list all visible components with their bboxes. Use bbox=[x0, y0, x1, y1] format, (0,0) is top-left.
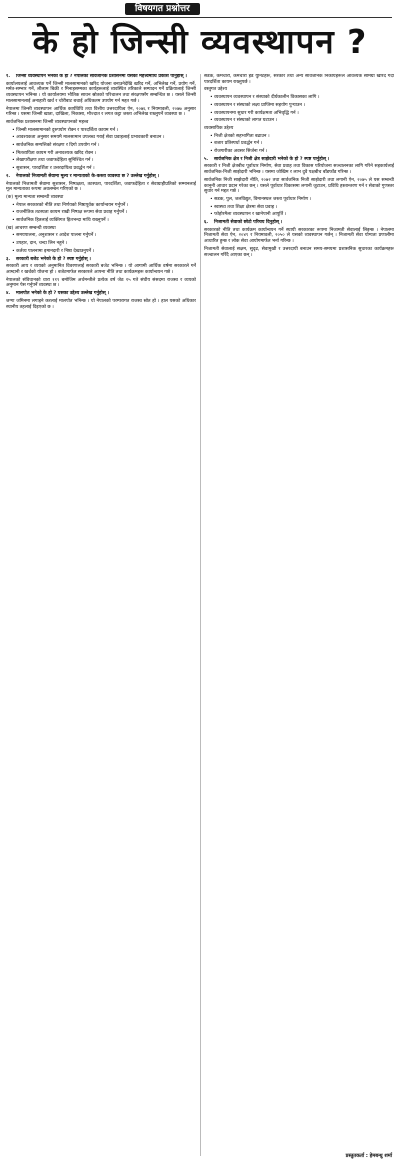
paragraph: (क) मूल्य मान्यता सम्बन्धी व्यवस्था bbox=[6, 194, 64, 200]
author-credit: प्रस्तुतकर्ता : हेमबन्धु शर्मा bbox=[345, 1153, 392, 1159]
paragraph: सार्वजनिक निजी साझेदारी नीति, २०७२ तथा सार्वजनिक निजी साझेदारी तथा लगानी ऐन, २०७५ ले यस सम्बन्धी कानूनी आधार प्रदान गरेका छन् । यसले पूर्वाधार विकासमा लगानी जुटाउन, प्रविधि हस्तान्तरण गर्न र सेवाको गुणस्तर सुधार गर्न मद्दत गर्छ । bbox=[204, 177, 394, 195]
question-heading bbox=[6, 291, 196, 297]
paragraph: सरकारी र निजी क्षेत्रबीच पूर्वाधार निर्माण, सेवा प्रवाह तथा विकास परियोजना सञ्चालनका लागि गरिने सहकार्यलाई सार्वजनिक-निजी साझेदारी भनिन्छ । यसमा जोखिम र लाभ दुवै पक्षबीच बाँडफाँड गरिन्छ । bbox=[204, 164, 394, 176]
bullet-item: • रोजगारीका अवसर सिर्जना गर्न । bbox=[210, 149, 268, 155]
paragraph: (ख) आचरण सम्बन्धी व्यवस्था bbox=[6, 225, 56, 231]
question-text: सरकारी बजेट भनेको के हो ? स्पष्ट गर्नुहोस् । bbox=[16, 256, 91, 262]
question-text: मालपोत भनेको के हो ? यसका उद्देश्य उल्लेख गर्नुहोस् । bbox=[16, 291, 110, 297]
question-text: सार्वजनिक क्षेत्र र निजी क्षेत्र साझेदारी भनेको के हो ? स्पष्ट पार्नुहोस् । bbox=[214, 156, 330, 162]
bullet-item: • उपहार, दान, चन्दा लिन नहुने । bbox=[12, 241, 68, 247]
question-number: ३. bbox=[6, 256, 11, 262]
bullet-item: • व्यवस्थापन र संस्थाको लक्ष्य प्राप्तिमा सहयोग पुर्‍याउन । bbox=[210, 102, 306, 108]
bullet-item: • व्यवस्थापन र संस्थाको लागत घटाउन । bbox=[210, 118, 278, 124]
paragraph: सरकारको नीति तथा कार्यक्रम कार्यान्वयन गर्ने स्थायी सरकारका रूपमा निजामती सेवालाई लिइन्छ । नेपालमा निजामती सेवा ऐन, २०४९ र नियमावली, २०५० ले यसको व्यवस्थापन गर्छन् । निजामती सेवा योग्यता प्रणालीमा आधारित हुन्छ र लोक सेवा आयोगमार्फत भर्ना गरिन्छ । bbox=[204, 227, 394, 245]
bullet-item: • बजार प्रतिस्पर्धा प्रवर्द्धन गर्न । bbox=[210, 141, 263, 147]
section-header bbox=[0, 0, 400, 18]
question-number: ६. bbox=[204, 220, 209, 226]
right-column bbox=[204, 74, 394, 1156]
question-text: निजामती सेवाको छोटो परिचय दिनुहोस् । bbox=[214, 220, 283, 226]
question-number: १. bbox=[6, 74, 11, 79]
bullet-item: • सडक, पुल, जलविद्युत, विमानस्थल जस्ता पूर्वाधार निर्माण । bbox=[210, 196, 312, 202]
question-heading bbox=[204, 220, 394, 226]
header-rule bbox=[8, 17, 392, 18]
question-text: नेपालको निजामती सेवामा मूल्य र मान्यताको के-कस्ता व्यवस्था छ ? उल्लेख गर्नुहोस् । bbox=[16, 173, 160, 179]
paragraph: सडक, कर्मचारी, कर्मचारी हेड युनिटहरू, सरकार तथा अन्य सार्वजनिक निकायहरूले आवश्यक सामग्री खरिद गर्दा पारदर्शिता कायम राख्नुपर्छ । bbox=[204, 74, 394, 85]
paragraph: नेपालको संविधानको धारा ११९ बमोजिम अर्थमन्त्रीले प्रत्येक वर्ष जेठ १५ गते संघीय संसदमा राजस्व र व्ययको अनुमान पेस गर्नुपर्ने व्यवस्था छ । bbox=[6, 277, 196, 289]
bullet-item: • मितव्ययिता कायम गरी अनावश्यक खरिद रोक्न । bbox=[12, 150, 97, 156]
bullet-item: • स्वास्थ्य तथा शिक्षा क्षेत्रमा सेवा प्रवाह । bbox=[210, 204, 278, 210]
bullet-item: • निजी क्षेत्रको सहभागिता बढाउन । bbox=[210, 133, 270, 139]
paragraph: व्यवसायिक उद्देश्य bbox=[204, 125, 234, 131]
paragraph: कार्यालयलाई आवश्यक पर्ने जिन्सी मालसामानको खरिद योजना बनाउनेदेखि खरिद गर्ने, अभिलेख गर्ने, प्रयोग गर्ने, मर्मत-सम्भार गर्ने, लीलाम बिक्री र मिनाहसम्मका कार्यहरूलाई व्यवस्थित तरिकाले सम्पादन गर्ने प्रक्रियालाई जिन्सी व्यवस्थापन भनिन्छ । यो कार्यालयमा भौतिक साधन स्रोतको परिचालन तथा संरक्षणसँग सम्बन्धित छ । यसले जिन्सी मालसामानलाई अनाहारी खर्च र चोरीबाट बचाई अधिकतम उपयोग गर्न मद्दत गर्छ । bbox=[6, 81, 196, 104]
bullet-item: • सार्वजनिक सम्पत्तिको संरक्षण र दिगो उपयोग गर्न । bbox=[12, 143, 100, 149]
bullet-item: • समयपालना, अनुशासन र आदेश पालना गर्नुपर्ने । bbox=[12, 233, 97, 239]
bullet-item: • लेखापरीक्षण तथा जवाफदेहिता सुनिश्चित गर्न । bbox=[12, 158, 94, 164]
bullet-item: • व्यवस्थापन व्यवस्थापन र संस्थाको दीर्घकालीन विकासका लागि । bbox=[210, 95, 320, 101]
question-heading bbox=[204, 157, 394, 163]
question-number: ५. bbox=[204, 156, 209, 162]
bullet-item: • सार्वजनिक हितलाई व्यक्तिगत हितभन्दा माथि राख्नुपर्ने । bbox=[12, 218, 109, 224]
question-number: २. bbox=[6, 173, 11, 179]
paragraph: सरकारी आय र व्ययको अनुमानित विवरणलाई सरकारी बजेट भनिन्छ । यो आगामी आर्थिक वर्षमा सरकारले गर्ने आम्दानी र खर्चको योजना हो । बजेटमार्फत सरकारले आफ्ना नीति तथा कार्यक्रमहरू कार्यान्वयन गर्छ । bbox=[6, 264, 196, 275]
question-heading bbox=[6, 174, 196, 180]
bullet-item: • आवश्यकता अनुसार समयमै मालसामान उपलब्ध गराई सेवा प्रवाहलाई प्रभावकारी बनाउन । bbox=[12, 135, 165, 141]
paragraph: निजामती सेवालाई सक्षम, सुदृढ, सेवामुखी र उत्तरदायी बनाउन समय-समयमा प्रशासनिक सुधारका कार्यक्रमहरू सञ्चालन गरिँदै आएका छन् । bbox=[204, 246, 394, 258]
paragraph: जग्गा जमिनमा लगाइने करलाई मालपोत भनिन्छ । यो नेपालको परम्परागत राजस्व स्रोत हो । हाल यसको अधिकार स्थानीय तहलाई दिइएको छ । bbox=[6, 298, 196, 310]
article-body bbox=[6, 74, 394, 1156]
bullet-item: • राजनीतिक तटस्थता कायम राखी निष्पक्ष रूपमा सेवा प्रवाह गर्नुपर्ने । bbox=[12, 210, 128, 216]
section-badge: विषयगत प्रश्नोत्तर bbox=[125, 3, 200, 15]
question-text: जिन्सी व्यवस्थापन भनेको के हो ? नेपालको सार्वजनिक प्रशासनमा यसको महत्त्वमाथि प्रकाश पार्नुहोस् । bbox=[16, 74, 187, 79]
question-number: ४. bbox=[6, 291, 11, 297]
left-column bbox=[6, 74, 196, 1156]
question-heading bbox=[6, 74, 196, 80]
paragraph: नेपालको निजामती सेवामा सुशासन, निष्पक्षता, तटस्थता, पारदर्शिता, जवाफदेहिता र सेवाग्राहीप्रतिको सम्मानलाई मूल मान्यताका रूपमा अवलम्बन गरिएको छ । bbox=[6, 181, 196, 193]
bullet-item: • सुशासन, पारदर्शिता र उत्तरदायित्व प्रवर्द्धन गर्न । bbox=[12, 166, 95, 172]
bullet-item: • नेपाल सरकारको नीति तथा निर्णयको निष्ठापूर्वक कार्यान्वयन गर्नुपर्ने । bbox=[12, 202, 129, 208]
bullet-item: • फोहोरमैला व्यवस्थापन र खानेपानी आपूर्ति । bbox=[210, 212, 287, 218]
bullet-item: • व्यवस्थापनमा सुधार गरी कार्यक्षमता अभिवृद्धि गर्न । bbox=[210, 110, 299, 116]
page-title: के हो जिन्सी व्यवस्थापन ? bbox=[32, 22, 368, 61]
paragraph: नेपालमा जिन्सी व्यवस्थापन आर्थिक कार्यविधि तथा वित्तीय उत्तरदायित्व ऐन, २०७६ र नियमावली, २०७७ अनुसार गरिन्छ । यसमा जिन्सी खाता, दाखिला, निकासा, मौज्दात र लगत कट्टा जस्ता अभिलेख राख्नुपर्ने व्यवस्था छ । bbox=[6, 106, 196, 118]
bullet-item: • कर्तव्य पालनामा इमानदारी र निष्ठा देखाउनुपर्ने । bbox=[12, 248, 95, 254]
question-heading bbox=[6, 257, 196, 263]
paragraph: वस्तुगत उद्देश्य bbox=[204, 87, 227, 93]
paragraph: सार्वजनिक प्रशासनमा जिन्सी व्यवस्थापनको महत्त्व bbox=[6, 119, 89, 125]
bullet-item: • जिन्सी मालसामानको दुरुपयोग रोक्न र पारदर्शिता कायम गर्न । bbox=[12, 127, 119, 133]
